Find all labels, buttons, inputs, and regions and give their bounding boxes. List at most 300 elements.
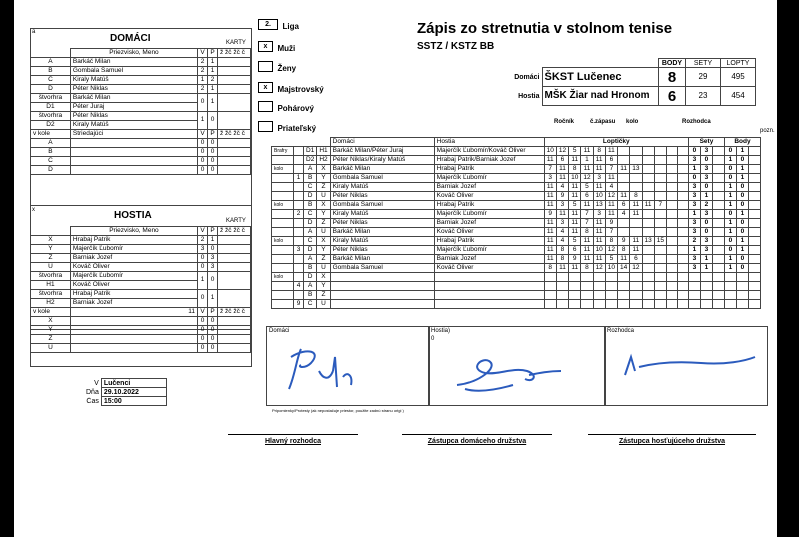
game-score[interactable]: 8 bbox=[605, 237, 617, 246]
card-cell[interactable] bbox=[218, 112, 251, 130]
zeny-checkbox[interactable] bbox=[258, 61, 273, 72]
game-score[interactable]: 11 bbox=[593, 219, 605, 228]
game-score[interactable]: 11 bbox=[544, 246, 556, 255]
game-score[interactable]: 11 bbox=[630, 237, 642, 246]
game-score[interactable]: 9 bbox=[556, 192, 568, 201]
game-score[interactable] bbox=[556, 300, 568, 309]
game-score[interactable]: 11 bbox=[569, 156, 581, 165]
game-score[interactable]: 11 bbox=[605, 174, 617, 183]
game-score[interactable]: 11 bbox=[556, 174, 568, 183]
player-name[interactable]: Kováč Oliver bbox=[70, 263, 197, 272]
game-score[interactable] bbox=[544, 273, 556, 282]
game-score[interactable] bbox=[677, 264, 688, 273]
game-score[interactable]: 7 bbox=[654, 201, 666, 210]
game-score[interactable]: 12 bbox=[593, 264, 605, 273]
game-score[interactable] bbox=[605, 273, 617, 282]
game-score[interactable]: 3 bbox=[556, 201, 568, 210]
game-score[interactable] bbox=[677, 210, 688, 219]
game-score[interactable] bbox=[654, 165, 666, 174]
doubles-player-1[interactable]: Péter Niklas bbox=[70, 112, 197, 121]
venue-value[interactable]: Lučenci bbox=[101, 379, 166, 388]
home-player[interactable]: Kiraly Matúš bbox=[330, 237, 434, 246]
game-score[interactable] bbox=[677, 147, 688, 156]
game-score[interactable]: 11 bbox=[569, 183, 581, 192]
home-player[interactable]: Gombala Samuel bbox=[330, 174, 434, 183]
game-score[interactable] bbox=[544, 291, 556, 300]
game-score[interactable]: 7 bbox=[544, 165, 556, 174]
game-score[interactable]: 5 bbox=[581, 183, 593, 192]
game-score[interactable]: 11 bbox=[569, 228, 581, 237]
game-score[interactable] bbox=[654, 147, 666, 156]
game-score[interactable] bbox=[666, 174, 677, 183]
game-score[interactable] bbox=[605, 300, 617, 309]
game-score[interactable] bbox=[642, 210, 654, 219]
away-player[interactable]: Majerčík Ľubomír bbox=[434, 174, 544, 183]
game-score[interactable] bbox=[605, 282, 617, 291]
substitute-name[interactable] bbox=[70, 326, 197, 335]
game-score[interactable] bbox=[618, 273, 630, 282]
game-score[interactable] bbox=[666, 228, 677, 237]
game-score[interactable]: 11 bbox=[569, 192, 581, 201]
away-player[interactable]: Hrabaj Patrik bbox=[434, 201, 544, 210]
game-score[interactable]: 11 bbox=[630, 246, 642, 255]
home-player[interactable] bbox=[330, 273, 434, 282]
game-score[interactable] bbox=[642, 147, 654, 156]
game-score[interactable]: 10 bbox=[605, 264, 617, 273]
game-score[interactable]: 10 bbox=[593, 246, 605, 255]
game-score[interactable]: 10 bbox=[544, 147, 556, 156]
player-name[interactable]: Barniak Jozef bbox=[70, 254, 197, 263]
home-player[interactable]: Barkáč Milan bbox=[330, 228, 434, 237]
signature-box-referee[interactable] bbox=[604, 326, 768, 406]
game-score[interactable] bbox=[642, 174, 654, 183]
game-score[interactable]: 7 bbox=[605, 228, 617, 237]
majstrovsky-checkbox[interactable]: x bbox=[258, 82, 273, 93]
away-player[interactable]: Barniak Jozef bbox=[434, 183, 544, 192]
game-score[interactable] bbox=[618, 228, 630, 237]
game-score[interactable]: 5 bbox=[569, 201, 581, 210]
game-score[interactable]: 13 bbox=[593, 201, 605, 210]
doubles-player-1[interactable]: Hrabaj Patrik bbox=[70, 290, 197, 299]
game-score[interactable] bbox=[593, 291, 605, 300]
game-score[interactable]: 11 bbox=[593, 156, 605, 165]
game-score[interactable] bbox=[666, 291, 677, 300]
game-score[interactable] bbox=[677, 246, 688, 255]
home-player[interactable]: Barkáč Milan/Péter Juraj bbox=[330, 147, 434, 156]
game-score[interactable] bbox=[642, 219, 654, 228]
game-score[interactable] bbox=[556, 282, 568, 291]
category-majstrovsky[interactable] bbox=[258, 79, 324, 97]
game-score[interactable]: 11 bbox=[544, 183, 556, 192]
game-score[interactable] bbox=[666, 201, 677, 210]
game-score[interactable] bbox=[654, 300, 666, 309]
card-cell[interactable] bbox=[218, 290, 251, 308]
game-score[interactable] bbox=[666, 147, 677, 156]
card-cell[interactable] bbox=[218, 326, 251, 335]
game-score[interactable] bbox=[630, 156, 642, 165]
game-score[interactable] bbox=[618, 291, 630, 300]
game-score[interactable]: 11 bbox=[605, 210, 617, 219]
game-score[interactable]: 8 bbox=[630, 192, 642, 201]
category-zeny[interactable] bbox=[258, 58, 296, 76]
game-score[interactable] bbox=[630, 282, 642, 291]
game-score[interactable] bbox=[544, 300, 556, 309]
game-score[interactable] bbox=[642, 291, 654, 300]
game-score[interactable]: 11 bbox=[544, 255, 556, 264]
game-score[interactable] bbox=[666, 183, 677, 192]
game-score[interactable]: 11 bbox=[618, 165, 630, 174]
game-score[interactable]: 5 bbox=[569, 237, 581, 246]
game-score[interactable] bbox=[666, 282, 677, 291]
doubles-player-2[interactable]: Kováč Oliver bbox=[70, 281, 197, 290]
game-score[interactable] bbox=[642, 183, 654, 192]
game-score[interactable] bbox=[677, 165, 688, 174]
game-score[interactable]: 8 bbox=[544, 264, 556, 273]
game-score[interactable] bbox=[630, 300, 642, 309]
game-score[interactable] bbox=[654, 264, 666, 273]
game-score[interactable]: 11 bbox=[593, 237, 605, 246]
game-score[interactable] bbox=[618, 219, 630, 228]
game-score[interactable]: 6 bbox=[581, 192, 593, 201]
game-score[interactable] bbox=[666, 219, 677, 228]
game-score[interactable] bbox=[654, 246, 666, 255]
game-score[interactable] bbox=[654, 174, 666, 183]
substitute-name[interactable] bbox=[70, 335, 197, 344]
game-score[interactable]: 11 bbox=[581, 255, 593, 264]
game-score[interactable] bbox=[666, 246, 677, 255]
game-score[interactable] bbox=[618, 174, 630, 183]
away-player[interactable]: Barniak Jozef bbox=[434, 219, 544, 228]
game-score[interactable]: 11 bbox=[581, 165, 593, 174]
game-score[interactable]: 9 bbox=[605, 219, 617, 228]
game-score[interactable] bbox=[666, 165, 677, 174]
away-player[interactable] bbox=[434, 300, 544, 309]
game-score[interactable]: 8 bbox=[581, 264, 593, 273]
game-score[interactable] bbox=[677, 228, 688, 237]
game-score[interactable] bbox=[642, 228, 654, 237]
away-player[interactable]: Kováč Oliver bbox=[434, 228, 544, 237]
game-score[interactable]: 6 bbox=[630, 255, 642, 264]
game-score[interactable]: 6 bbox=[569, 246, 581, 255]
game-score[interactable]: 13 bbox=[630, 165, 642, 174]
home-player[interactable]: Péter Niklas bbox=[330, 219, 434, 228]
game-score[interactable] bbox=[654, 291, 666, 300]
game-score[interactable] bbox=[593, 282, 605, 291]
game-score[interactable]: 11 bbox=[593, 183, 605, 192]
game-score[interactable] bbox=[677, 219, 688, 228]
away-player[interactable]: Majerčík Ľubomír bbox=[434, 210, 544, 219]
game-score[interactable] bbox=[677, 255, 688, 264]
game-score[interactable]: 4 bbox=[556, 228, 568, 237]
card-cell[interactable] bbox=[218, 148, 251, 157]
game-score[interactable]: 11 bbox=[605, 201, 617, 210]
player-name[interactable]: Hrabaj Patrik bbox=[70, 236, 197, 245]
game-score[interactable] bbox=[556, 291, 568, 300]
game-score[interactable] bbox=[630, 291, 642, 300]
game-score[interactable] bbox=[677, 237, 688, 246]
game-score[interactable]: 9 bbox=[618, 237, 630, 246]
game-score[interactable]: 11 bbox=[618, 255, 630, 264]
game-score[interactable] bbox=[581, 282, 593, 291]
away-player[interactable]: Majerčík Ľubomír bbox=[434, 246, 544, 255]
game-score[interactable]: 8 bbox=[593, 147, 605, 156]
game-score[interactable]: 7 bbox=[581, 219, 593, 228]
game-score[interactable]: 8 bbox=[556, 255, 568, 264]
game-score[interactable] bbox=[677, 174, 688, 183]
game-score[interactable]: 3 bbox=[556, 219, 568, 228]
game-score[interactable]: 3 bbox=[544, 174, 556, 183]
away-player[interactable]: Kováč Oliver bbox=[434, 264, 544, 273]
game-score[interactable] bbox=[666, 300, 677, 309]
game-score[interactable]: 11 bbox=[569, 264, 581, 273]
game-score[interactable] bbox=[618, 282, 630, 291]
game-score[interactable] bbox=[630, 273, 642, 282]
game-score[interactable] bbox=[666, 273, 677, 282]
away-player[interactable]: Barniak Jozef bbox=[434, 255, 544, 264]
game-score[interactable]: 11 bbox=[544, 237, 556, 246]
home-player[interactable]: Kiraly Matúš bbox=[330, 183, 434, 192]
game-score[interactable] bbox=[677, 291, 688, 300]
game-score[interactable]: 11 bbox=[605, 147, 617, 156]
game-score[interactable] bbox=[630, 174, 642, 183]
game-score[interactable] bbox=[581, 300, 593, 309]
game-score[interactable]: 11 bbox=[593, 165, 605, 174]
muzi-checkbox[interactable]: x bbox=[258, 41, 273, 52]
home-player[interactable]: Kiraly Matúš bbox=[330, 210, 434, 219]
game-score[interactable] bbox=[630, 183, 642, 192]
game-score[interactable] bbox=[677, 183, 688, 192]
game-score[interactable] bbox=[642, 192, 654, 201]
game-score[interactable] bbox=[677, 192, 688, 201]
game-score[interactable] bbox=[642, 246, 654, 255]
substitute-name[interactable] bbox=[70, 166, 197, 175]
game-score[interactable] bbox=[666, 192, 677, 201]
game-score[interactable] bbox=[630, 228, 642, 237]
game-score[interactable] bbox=[654, 210, 666, 219]
card-cell[interactable] bbox=[218, 58, 251, 67]
away-player[interactable] bbox=[434, 273, 544, 282]
game-score[interactable]: 11 bbox=[544, 156, 556, 165]
card-cell[interactable] bbox=[218, 85, 251, 94]
card-cell[interactable] bbox=[218, 344, 251, 353]
game-score[interactable] bbox=[654, 228, 666, 237]
game-score[interactable] bbox=[642, 156, 654, 165]
game-score[interactable]: 9 bbox=[544, 210, 556, 219]
game-score[interactable]: 11 bbox=[569, 219, 581, 228]
card-cell[interactable] bbox=[218, 263, 251, 272]
game-score[interactable]: 5 bbox=[569, 147, 581, 156]
game-score[interactable] bbox=[666, 210, 677, 219]
home-player[interactable]: Gombala Samuel bbox=[330, 264, 434, 273]
category-liga[interactable] bbox=[258, 16, 299, 34]
game-score[interactable]: 4 bbox=[605, 183, 617, 192]
home-player[interactable] bbox=[330, 291, 434, 300]
card-cell[interactable] bbox=[218, 157, 251, 166]
game-score[interactable] bbox=[654, 156, 666, 165]
game-score[interactable]: 7 bbox=[581, 210, 593, 219]
game-score[interactable]: 4 bbox=[618, 210, 630, 219]
home-player[interactable]: Barkáč Milan bbox=[330, 255, 434, 264]
game-score[interactable]: 7 bbox=[605, 165, 617, 174]
game-score[interactable]: 11 bbox=[618, 192, 630, 201]
game-score[interactable]: 6 bbox=[605, 156, 617, 165]
doubles-player-2[interactable]: Barniak Jozef bbox=[70, 299, 197, 308]
game-score[interactable] bbox=[569, 291, 581, 300]
game-score[interactable] bbox=[593, 300, 605, 309]
category-muzi[interactable] bbox=[258, 38, 295, 56]
game-score[interactable]: 11 bbox=[630, 210, 642, 219]
game-score[interactable] bbox=[569, 273, 581, 282]
game-score[interactable] bbox=[642, 282, 654, 291]
card-cell[interactable] bbox=[218, 67, 251, 76]
card-cell[interactable] bbox=[218, 317, 251, 326]
player-name[interactable]: Majerčík Ľubomír bbox=[70, 245, 197, 254]
game-score[interactable]: 8 bbox=[618, 246, 630, 255]
home-player[interactable]: Péter Niklas/Kiraly Matúš bbox=[330, 156, 434, 165]
game-score[interactable]: 11 bbox=[556, 165, 568, 174]
game-score[interactable] bbox=[666, 237, 677, 246]
home-player[interactable] bbox=[330, 282, 434, 291]
game-score[interactable] bbox=[677, 282, 688, 291]
doubles-player-1[interactable]: Barkáč Milan bbox=[70, 94, 197, 103]
substitute-name[interactable] bbox=[70, 148, 197, 157]
doubles-player-1[interactable]: Majerčík Ľubomír bbox=[70, 272, 197, 281]
card-cell[interactable] bbox=[218, 272, 251, 290]
game-score[interactable]: 11 bbox=[581, 246, 593, 255]
game-score[interactable]: 12 bbox=[630, 264, 642, 273]
game-score[interactable] bbox=[677, 156, 688, 165]
player-name[interactable]: Gombala Samuel bbox=[70, 67, 197, 76]
away-player[interactable] bbox=[434, 282, 544, 291]
card-cell[interactable] bbox=[218, 166, 251, 175]
game-score[interactable]: 11 bbox=[581, 147, 593, 156]
game-score[interactable] bbox=[581, 291, 593, 300]
category-priatelsky[interactable] bbox=[258, 118, 316, 136]
card-cell[interactable] bbox=[218, 236, 251, 245]
game-score[interactable]: 11 bbox=[630, 201, 642, 210]
substitute-name[interactable] bbox=[70, 317, 197, 326]
game-score[interactable]: 4 bbox=[556, 237, 568, 246]
game-score[interactable]: 12 bbox=[605, 192, 617, 201]
game-score[interactable] bbox=[569, 300, 581, 309]
game-score[interactable] bbox=[618, 183, 630, 192]
game-score[interactable] bbox=[581, 273, 593, 282]
game-score[interactable]: 11 bbox=[544, 192, 556, 201]
game-score[interactable] bbox=[630, 219, 642, 228]
game-score[interactable]: 3 bbox=[593, 210, 605, 219]
game-score[interactable] bbox=[544, 282, 556, 291]
time-value[interactable]: 15:00 bbox=[101, 397, 166, 406]
game-score[interactable] bbox=[666, 264, 677, 273]
game-score[interactable]: 8 bbox=[556, 246, 568, 255]
game-score[interactable]: 4 bbox=[556, 183, 568, 192]
game-score[interactable]: 9 bbox=[569, 255, 581, 264]
player-name[interactable]: Péter Niklas bbox=[70, 85, 197, 94]
game-score[interactable] bbox=[654, 273, 666, 282]
game-score[interactable]: 13 bbox=[642, 237, 654, 246]
game-score[interactable]: 8 bbox=[581, 228, 593, 237]
away-player[interactable]: Hrabaj Patrik/Barniak Jozef bbox=[434, 156, 544, 165]
game-score[interactable]: 11 bbox=[556, 210, 568, 219]
game-score[interactable] bbox=[556, 273, 568, 282]
category-poharovy[interactable] bbox=[258, 98, 314, 116]
game-score[interactable] bbox=[642, 273, 654, 282]
signature-box-away[interactable] bbox=[428, 326, 606, 406]
game-score[interactable]: 11 bbox=[544, 228, 556, 237]
game-score[interactable]: 15 bbox=[654, 237, 666, 246]
game-score[interactable] bbox=[654, 255, 666, 264]
home-player[interactable]: Gombala Samuel bbox=[330, 201, 434, 210]
game-score[interactable] bbox=[666, 255, 677, 264]
game-score[interactable] bbox=[654, 219, 666, 228]
game-score[interactable] bbox=[618, 147, 630, 156]
game-score[interactable]: 11 bbox=[581, 201, 593, 210]
substitute-name[interactable] bbox=[70, 157, 197, 166]
game-score[interactable] bbox=[677, 300, 688, 309]
substitute-name[interactable] bbox=[70, 139, 197, 148]
card-cell[interactable] bbox=[218, 335, 251, 344]
game-score[interactable]: 12 bbox=[556, 147, 568, 156]
game-score[interactable]: 11 bbox=[556, 264, 568, 273]
player-name[interactable]: Barkáč Milan bbox=[70, 58, 197, 67]
game-score[interactable]: 8 bbox=[569, 165, 581, 174]
game-score[interactable] bbox=[618, 300, 630, 309]
game-score[interactable]: 10 bbox=[593, 192, 605, 201]
card-cell[interactable] bbox=[218, 94, 251, 112]
game-score[interactable]: 6 bbox=[556, 156, 568, 165]
game-score[interactable]: 14 bbox=[618, 264, 630, 273]
game-score[interactable] bbox=[654, 183, 666, 192]
game-score[interactable]: 12 bbox=[605, 246, 617, 255]
game-score[interactable] bbox=[654, 192, 666, 201]
card-cell[interactable] bbox=[218, 245, 251, 254]
game-score[interactable] bbox=[642, 255, 654, 264]
away-player[interactable]: Kováč Oliver bbox=[434, 192, 544, 201]
home-player[interactable]: Péter Niklas bbox=[330, 192, 434, 201]
game-score[interactable] bbox=[654, 282, 666, 291]
away-player[interactable]: Hrabaj Patrik bbox=[434, 237, 544, 246]
priatelsky-checkbox[interactable] bbox=[258, 121, 273, 132]
doubles-player-2[interactable]: Péter Juraj bbox=[70, 103, 197, 112]
game-score[interactable]: 11 bbox=[593, 255, 605, 264]
game-score[interactable]: 11 bbox=[593, 228, 605, 237]
game-score[interactable] bbox=[630, 147, 642, 156]
game-score[interactable] bbox=[677, 201, 688, 210]
away-player[interactable]: Majerčík Ľubomír/Kováč Oliver bbox=[434, 147, 544, 156]
game-score[interactable] bbox=[642, 264, 654, 273]
card-cell[interactable] bbox=[218, 139, 251, 148]
game-score[interactable]: 11 bbox=[544, 219, 556, 228]
doubles-player-2[interactable]: Kiraly Matúš bbox=[70, 121, 197, 130]
home-player[interactable]: Barkáč Milan bbox=[330, 165, 434, 174]
game-score[interactable]: 11 bbox=[642, 201, 654, 210]
game-score[interactable]: 12 bbox=[581, 174, 593, 183]
away-player[interactable] bbox=[434, 291, 544, 300]
home-player[interactable] bbox=[330, 300, 434, 309]
game-score[interactable]: 3 bbox=[593, 174, 605, 183]
game-score[interactable]: 5 bbox=[605, 255, 617, 264]
substitute-name[interactable] bbox=[70, 344, 197, 353]
game-score[interactable] bbox=[642, 300, 654, 309]
game-score[interactable] bbox=[677, 273, 688, 282]
game-score[interactable] bbox=[642, 165, 654, 174]
game-score[interactable] bbox=[605, 291, 617, 300]
game-score[interactable]: 11 bbox=[569, 210, 581, 219]
game-score[interactable]: 11 bbox=[544, 201, 556, 210]
signature-box-home[interactable] bbox=[266, 326, 430, 406]
game-score[interactable]: 6 bbox=[618, 201, 630, 210]
away-player[interactable]: Hrabaj Patrik bbox=[434, 165, 544, 174]
